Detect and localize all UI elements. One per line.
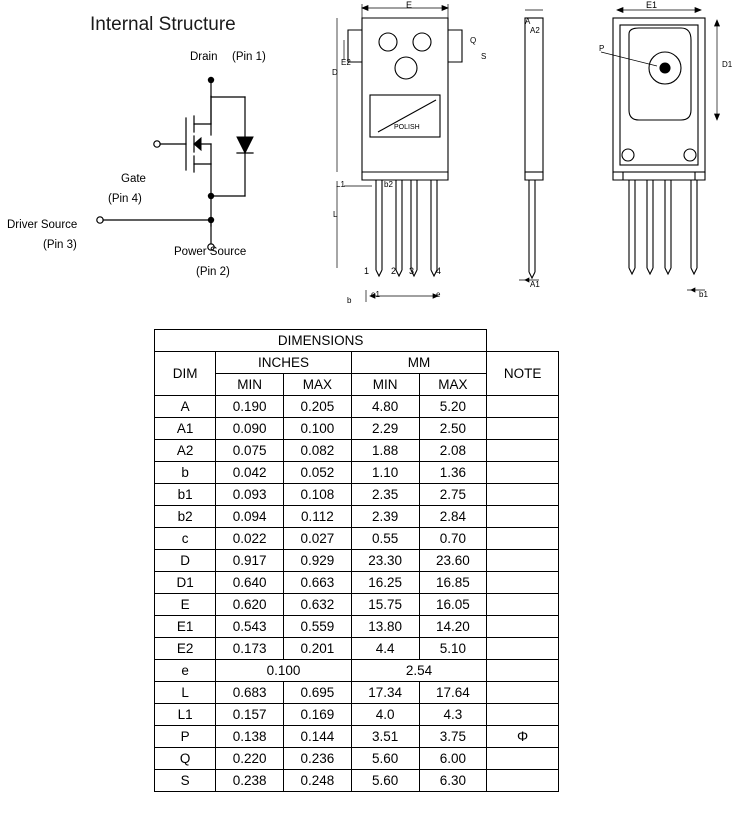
mm-max-cell: 17.64 xyxy=(419,682,487,704)
inches-min-cell: 0.094 xyxy=(216,506,284,528)
table-row xyxy=(155,506,559,528)
mm-min-cell: 5.60 xyxy=(351,748,419,770)
mm-max-cell: 0.70 xyxy=(419,528,487,550)
header-dim: DIM xyxy=(155,352,216,396)
inches-max-cell: 0.027 xyxy=(284,528,352,550)
inches-min-cell: 0.190 xyxy=(216,396,284,418)
inches-min-cell: 0.640 xyxy=(216,572,284,594)
inches-min-cell: 0.022 xyxy=(216,528,284,550)
mm-min-cell: 4.4 xyxy=(351,638,419,660)
mm-min-cell: 13.80 xyxy=(351,616,419,638)
inches-max-cell: 0.559 xyxy=(284,616,352,638)
dim-cell: A xyxy=(155,396,216,418)
front-dim-E2: E2 xyxy=(341,58,351,67)
label-drain: Drain xyxy=(190,51,218,63)
inches-max-cell: 0.082 xyxy=(284,440,352,462)
front-dim-b2: b2 xyxy=(384,180,393,189)
note-cell xyxy=(487,462,559,484)
mm-min-cell: 5.60 xyxy=(351,770,419,792)
note-cell xyxy=(487,528,559,550)
front-pin-3: 3 xyxy=(409,266,415,276)
inches-min-cell: 0.138 xyxy=(216,726,284,748)
dim-cell: D1 xyxy=(155,572,216,594)
dim-cell: L xyxy=(155,682,216,704)
mm-max-cell: 2.75 xyxy=(419,484,487,506)
note-cell xyxy=(487,638,559,660)
front-label-polish: POLISH xyxy=(394,124,420,131)
inches-min-cell: 0.173 xyxy=(216,638,284,660)
schematic-svg xyxy=(0,40,300,305)
mm-max-cell: 5.10 xyxy=(419,638,487,660)
dimensions-table xyxy=(154,329,559,792)
front-pin-2: 2 xyxy=(391,266,397,276)
inches-min-cell: 0.220 xyxy=(216,748,284,770)
inches-max-cell: 0.144 xyxy=(284,726,352,748)
table-row-e xyxy=(155,660,559,682)
inches-min-cell: 0.075 xyxy=(216,440,284,462)
note-cell xyxy=(487,594,559,616)
mm-min-cell: 23.30 xyxy=(351,550,419,572)
header-inches-max: MAX xyxy=(284,374,352,396)
table-row xyxy=(155,550,559,572)
header-mm-max: MAX xyxy=(419,374,487,396)
inches-max-cell: 0.205 xyxy=(284,396,352,418)
dim-cell: b2 xyxy=(155,506,216,528)
table-header-row-1 xyxy=(155,352,559,374)
table-row xyxy=(155,748,559,770)
header-inches-min: MIN xyxy=(216,374,284,396)
inches-max-cell: 0.108 xyxy=(284,484,352,506)
dim-cell: L1 xyxy=(155,704,216,726)
inches-max-cell: 0.248 xyxy=(284,770,352,792)
front-dim-D: D xyxy=(332,68,338,77)
mm-min-cell: 1.10 xyxy=(351,462,419,484)
mm-min-cell: 4.80 xyxy=(351,396,419,418)
inches-min-cell: 0.093 xyxy=(216,484,284,506)
dim-cell: A1 xyxy=(155,418,216,440)
package-side-view xyxy=(505,0,595,310)
mm-max-cell: 1.36 xyxy=(419,462,487,484)
package-front-view xyxy=(326,0,486,310)
package-back-view xyxy=(595,0,734,310)
front-dim-L1: L1 xyxy=(336,180,345,189)
front-dim-Q: Q xyxy=(470,36,477,45)
inches-min-cell: 0.917 xyxy=(216,550,284,572)
mm-min-cell: 1.88 xyxy=(351,440,419,462)
mm-min-cell: 16.25 xyxy=(351,572,419,594)
mm-max-cell: 23.60 xyxy=(419,550,487,572)
table-row xyxy=(155,484,559,506)
note-cell: Φ xyxy=(487,726,559,748)
table-row xyxy=(155,770,559,792)
inches-min-cell: 0.683 xyxy=(216,682,284,704)
mm-max-cell: 2.08 xyxy=(419,440,487,462)
dim-cell: e xyxy=(155,660,216,682)
dimensions-title: DIMENSIONS xyxy=(155,330,487,352)
front-dim-S: S xyxy=(481,52,487,61)
front-pin-1: 1 xyxy=(364,266,370,276)
note-cell xyxy=(487,484,559,506)
dim-cell: b1 xyxy=(155,484,216,506)
inches-max-cell: 0.632 xyxy=(284,594,352,616)
front-pin-4: 4 xyxy=(436,266,442,276)
table-row xyxy=(155,572,559,594)
label-gate: Gate xyxy=(121,173,146,185)
inches-max-cell: 0.112 xyxy=(284,506,352,528)
inches-max-cell: 0.100 xyxy=(284,418,352,440)
inches-min-cell: 0.042 xyxy=(216,462,284,484)
side-dim-A1: A1 xyxy=(530,280,540,289)
mm-max-cell: 3.75 xyxy=(419,726,487,748)
dim-cell: E2 xyxy=(155,638,216,660)
dim-cell: S xyxy=(155,770,216,792)
inches-max-cell: 0.236 xyxy=(284,748,352,770)
dim-cell: D xyxy=(155,550,216,572)
note-cell xyxy=(487,660,559,682)
inches-min-cell: 0.090 xyxy=(216,418,284,440)
inches-max-cell: 0.169 xyxy=(284,704,352,726)
label-power-source-pin: (Pin 2) xyxy=(196,266,230,278)
table-row xyxy=(155,528,559,550)
table-title-row xyxy=(155,330,559,352)
dim-cell: E1 xyxy=(155,616,216,638)
mm-min-cell: 2.39 xyxy=(351,506,419,528)
label-drain-pin: (Pin 1) xyxy=(232,51,266,63)
note-cell xyxy=(487,440,559,462)
header-mm-min: MIN xyxy=(351,374,419,396)
inches-span-cell: 0.100 xyxy=(216,660,352,682)
internal-structure-schematic xyxy=(0,40,300,305)
inches-max-cell: 0.663 xyxy=(284,572,352,594)
table-row xyxy=(155,682,559,704)
label-driver-source: Driver Source xyxy=(7,219,78,231)
note-cell xyxy=(487,550,559,572)
dim-cell: Q xyxy=(155,748,216,770)
header-note: NOTE xyxy=(487,352,559,396)
table-row xyxy=(155,440,559,462)
page-title: Internal Structure xyxy=(90,14,236,35)
front-dim-L: L xyxy=(333,210,338,219)
note-cell xyxy=(487,682,559,704)
mm-min-cell: 3.51 xyxy=(351,726,419,748)
note-cell xyxy=(487,418,559,440)
mm-span-cell: 2.54 xyxy=(351,660,487,682)
mm-max-cell: 6.00 xyxy=(419,748,487,770)
mm-min-cell: 0.55 xyxy=(351,528,419,550)
table-row xyxy=(155,462,559,484)
mm-min-cell: 2.35 xyxy=(351,484,419,506)
label-gate-pin: (Pin 4) xyxy=(108,193,142,205)
mm-max-cell: 2.84 xyxy=(419,506,487,528)
mm-min-cell: 2.29 xyxy=(351,418,419,440)
inches-min-cell: 0.543 xyxy=(216,616,284,638)
header-mm: MM xyxy=(351,352,487,374)
note-cell xyxy=(487,704,559,726)
back-dim-D1: D1 xyxy=(722,60,733,69)
front-dim-b: b xyxy=(347,296,352,305)
inches-max-cell: 0.695 xyxy=(284,682,352,704)
inches-min-cell: 0.620 xyxy=(216,594,284,616)
dim-cell: b xyxy=(155,462,216,484)
dim-cell: A2 xyxy=(155,440,216,462)
note-cell xyxy=(487,748,559,770)
back-dim-E1: E1 xyxy=(646,0,658,10)
table-row xyxy=(155,396,559,418)
note-cell xyxy=(487,396,559,418)
inches-min-cell: 0.157 xyxy=(216,704,284,726)
front-pitch-e1: e1 xyxy=(371,290,380,299)
note-cell xyxy=(487,506,559,528)
front-pitch-e: e xyxy=(436,290,441,299)
dim-cell: E xyxy=(155,594,216,616)
mm-min-cell: 17.34 xyxy=(351,682,419,704)
inches-max-cell: 0.052 xyxy=(284,462,352,484)
front-dim-E: E xyxy=(406,0,413,10)
mm-max-cell: 16.05 xyxy=(419,594,487,616)
inches-max-cell: 0.201 xyxy=(284,638,352,660)
dim-cell: c xyxy=(155,528,216,550)
label-driver-source-pin: (Pin 3) xyxy=(43,239,77,251)
inches-max-cell: 0.929 xyxy=(284,550,352,572)
table-row xyxy=(155,726,559,748)
back-dim-b1: b1 xyxy=(699,290,708,299)
side-dim-A: A xyxy=(525,17,531,26)
back-dim-P: P xyxy=(599,44,605,53)
side-dim-A2: A2 xyxy=(530,26,540,35)
mm-max-cell: 14.20 xyxy=(419,616,487,638)
mm-max-cell: 6.30 xyxy=(419,770,487,792)
mm-max-cell: 2.50 xyxy=(419,418,487,440)
dim-cell: P xyxy=(155,726,216,748)
note-cell xyxy=(487,616,559,638)
inches-min-cell: 0.238 xyxy=(216,770,284,792)
mm-min-cell: 15.75 xyxy=(351,594,419,616)
note-cell xyxy=(487,770,559,792)
table-row xyxy=(155,638,559,660)
note-cell xyxy=(487,572,559,594)
mm-max-cell: 4.3 xyxy=(419,704,487,726)
label-power-source: Power Source xyxy=(174,246,247,258)
table-row xyxy=(155,418,559,440)
table-row xyxy=(155,594,559,616)
mm-max-cell: 16.85 xyxy=(419,572,487,594)
header-inches: INCHES xyxy=(216,352,352,374)
mm-max-cell: 5.20 xyxy=(419,396,487,418)
table-row xyxy=(155,616,559,638)
table-row xyxy=(155,704,559,726)
mm-min-cell: 4.0 xyxy=(351,704,419,726)
